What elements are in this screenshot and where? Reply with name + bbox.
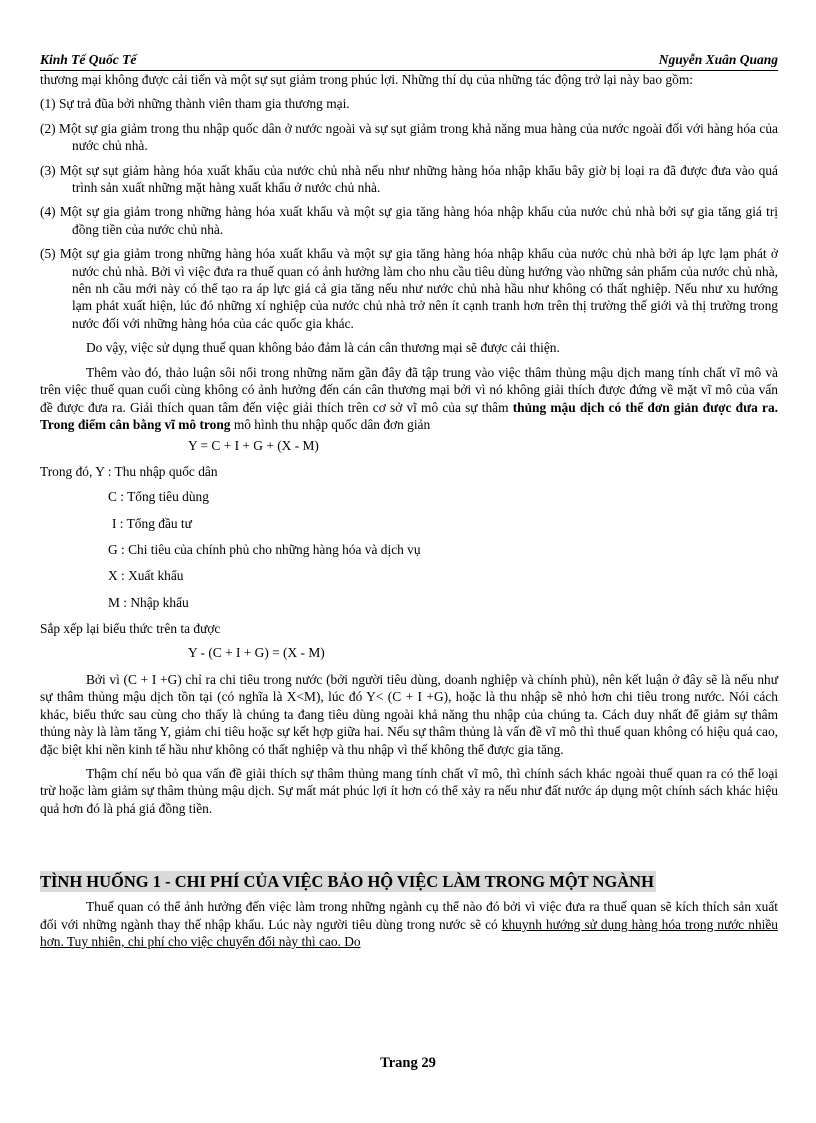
list-item: (3) Một sự sụt giảm hàng hóa xuất khẩu của nước chủ nhà nếu như những hàng hóa nhập khẩu bây giờ bị loại ra đã được đưa vào quá trình sản xuất những mặt hàng xuất khẩu ở nước chủ nhà. [40, 162, 778, 196]
list-item: (1) Sự trả đũa bởi những thành viên tham gia thương mại. [40, 96, 350, 112]
paragraph-macro-bold: thủng mậu dịch có thể đơn giản được đưa ra. Trong điểm cân bằng vĩ mô trong [40, 399, 778, 432]
list-item: (2) Một sự gia giảm trong thu nhập quốc dân ở nước ngoài và sự sụt giảm trong khả năng mua hàng của nước ngoài đối với hàng hóa của nước chủ nhà. [40, 120, 778, 154]
paragraph-macro-end: mô hình thu nhập quốc dân đơn giản [230, 416, 431, 432]
page-content [40, 71, 778, 950]
definition-item: M : Nhập khẩu [108, 594, 189, 610]
definition-item: I : Tổng đầu tư [112, 515, 192, 531]
paragraph-macro-text: Thêm vào đó, thảo luận sôi nổi trong những năm gần đây đã tập trung vào việc thâm thủng mậu dịch mang tính chất vĩ mô và trên việc thuế quan cuối cùng không có ảnh hưởng đến cán cân thương mại bởi vì nó không giải thích được đứng về mặt vĩ mô của vấn đề được đưa ra. Giải thích quan tâm đến việc giải thích trên cơ sở vĩ mô của sự thâm [40, 364, 778, 415]
section-heading: TÌNH HUỐNG 1 - CHI PHÍ CỦA VIỆC BẢO HỘ VIỆC LÀM TRONG MỘT NGÀNH [40, 872, 654, 892]
paragraph-conclusion: Do vậy, việc sử dụng thuế quan không bảo đảm là cán cân thương mại sẽ được cải thiện. [86, 340, 560, 356]
paragraph-case-text: Thuế quan có thể ảnh hưởng đến việc làm trong những ngành cụ thể nào đó bởi vì việc đưa ra thuế quan sẽ kích thích sản xuất đối với những ngành thay thế nhập khẩu. Lúc này người tiêu dùng trong nước sẽ có [40, 899, 778, 932]
paragraph-deficit: Bởi vì (C + I +G) chỉ ra chi tiêu trong nước (bởi người tiêu dùng, doanh nghiệp và chính phủ), nên kết luận ở đây sẽ là nếu như sự thâm thủng mậu dịch tồn tại (có nghĩa là X<M), lúc đó Y< (C + I +G), hoặc là thu nhập sẽ nhỏ hơn chi tiêu trong nước. Nói cách khác, biểu thức sau cùng cho thấy là chúng ta đang tiêu dùng ngoài khả năng thu nhập của chúng ta. Cách duy nhất để giảm sự thâm thủng này là làm tăng Y, giảm chi tiêu hoặc sự kết hợp giữa hai. Nếu sự thâm thủng là vấn đề vĩ mô thì thuế quan không có hiệu quả cao, đặc biệt khi nền kinh tế hầu như không có thất nghiệp và thu nhập vì thế không thể được gia tăng. [40, 671, 778, 757]
paragraph-macro [40, 364, 778, 434]
definition-item: C : Tổng tiêu dùng [108, 489, 209, 505]
header-right: Nguyễn Xuân Quang [658, 52, 778, 67]
page-header [40, 52, 778, 71]
definition-item: X : Xuất khẩu [108, 568, 184, 584]
list-item: (4) Một sự gia giảm trong những hàng hóa xuất khẩu và một sự gia tăng hàng hóa nhập khẩu của nước chủ nhà bởi sự gia tăng giá trị đồng tiền của nước chủ nhà. [40, 204, 778, 237]
page-number: Trang 29 [380, 1055, 436, 1071]
intro-paragraph: thương mại không được cải tiến và một sự sụt giảm trong phúc lợi. Những thí dụ của những tác động trở lại này bao gồm: [40, 72, 693, 87]
definition-intro: Trong đó, Y : Thu nhập quốc dân [40, 463, 218, 479]
rearrange-text: Sắp xếp lại biểu thức trên ta được [40, 621, 221, 637]
paragraph-case-underlined: khuynh hướng sử dụng hàng hóa trong nước nhiều hơn. Tuy nhiên, chi phí cho việc chuyển đổi này thì cao. Do [40, 916, 778, 950]
equation-income: Y = C + I + G + (X - M) [188, 438, 319, 454]
definition-item: G : Chi tiêu của chính phủ cho những hàng hóa và dịch vụ [108, 541, 421, 557]
equation-rearranged: Y - (C + I + G) = (X - M) [188, 644, 325, 660]
paragraph-case [40, 898, 778, 950]
section-heading-wrap [40, 843, 778, 892]
list-item: (5) Một sự gia giảm trong những hàng hóa xuất khẩu và một sự gia tăng hàng hóa nhập khẩu của nước chủ nhà bởi áp lực lạm phát ở nước chủ nhà. Bởi vì việc đưa ra thuế quan có ảnh hưởng làm cho nhu cầu tiêu dùng hướng vào những sản phẩm của nước chủ nhà, nên nh cầu mới này có thể tạo ra áp lực giá cả gia tăng nếu như nước chủ nhà hầu như không có thất nghiệp. Nếu như xu hướng lạm phát xuất hiện, lúc đó những xí nghiệp của nước chủ nhà trở nên ít cạnh tranh hơn trên thị trường thế giới và thị trường trong nước đối với những hàng hóa của các quốc gia khác. [40, 246, 778, 331]
header-left: Kinh Tế Quốc Tế [40, 52, 137, 67]
paragraph-policy: Thậm chí nếu bỏ qua vấn đề giải thích sự thâm thủng mang tính chất vĩ mô, thì chính sách khác ngoài thuế quan ra có thể loại trừ hoặc làm giảm sự thâm thủng mậu dịch. Sự mất mát phúc lợi ít hơn có thể xảy ra nếu như đất nước áp dụng một chính sách khác hiệu quả hơn đó là phá giá đồng tiền. [40, 766, 778, 816]
